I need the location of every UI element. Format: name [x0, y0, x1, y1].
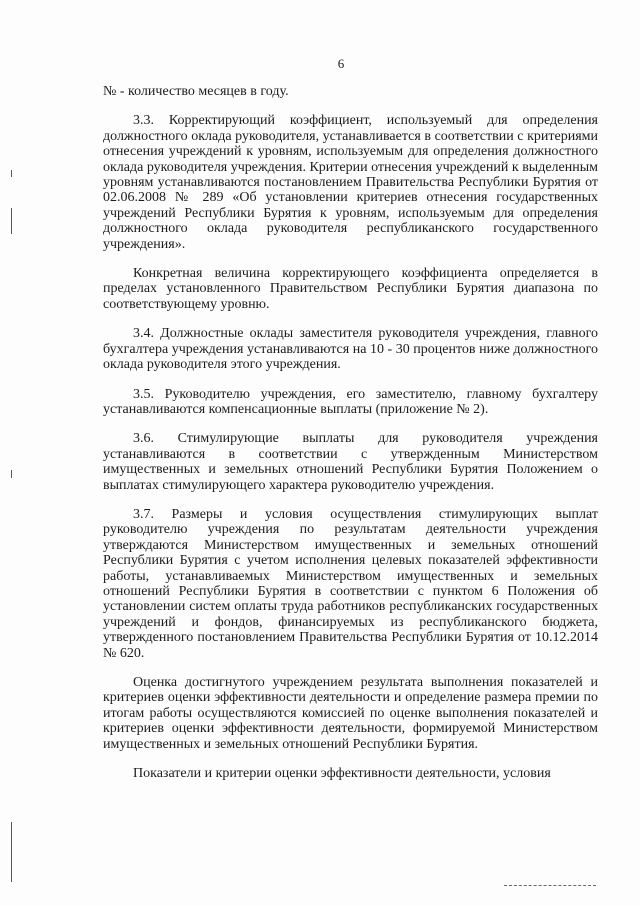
document-body: [103, 84, 598, 793]
scan-edge-mark: [11, 170, 12, 177]
paragraph-3-4: 3.4. Должностные оклады заместителя руководителя учреждения, главного бухгалтера учреждения устанавливаются на 10 - 30 процентов ниже должностного оклада руководителя этого учреждения.: [103, 326, 598, 373]
scan-edge-mark: [11, 822, 12, 882]
scan-edge-mark: [11, 208, 12, 234]
paragraph-coefficient-value: Конкретная величина корректирующего коэффициента определяется в пределах установленного Правительством Республики Бурятия диапазона по соответствующему уровню.: [103, 266, 598, 312]
paragraph-3-7: 3.7. Размеры и условия осуществления стимулирующих выплат руководителю учреждения по результатам деятельности учреждения утверждаются Министерством имущественных и земельных отношений Республики Бурятия с учетом исполнения целевых показателей эффективности работы, устанавливаемых Министерством имущественных и земельных отношений Республики Бурятия в соответствии с пунктом 6 Положения об установлении систем оплаты труда работников республиканских государственных учреждений и фондов, финансируемых из республиканского бюджета, утвержденного постановлением Правительства Республики Бурятия от 10.12.2014 № 620.: [103, 506, 598, 661]
scan-bottom-mark: [504, 885, 596, 887]
paragraph-indicators: Показатели и критерии оценки эффективности деятельности, условия: [133, 766, 551, 782]
paragraph-months-definition: № - количество месяцев в году.: [103, 84, 289, 99]
paragraph-evaluation: Оценка достигнутого учреждением результата выполнения показателей и критериев оценки эффективности деятельности и определение размера премии по итогам работы осуществляются комиссией по оценке выполнения показателей и критериев оценки эффективности деятельности, формируемой Министерством имущественных и земельных отношений Республики Бурятия.: [103, 675, 598, 752]
paragraph-3-5: 3.5. Руководителю учреждения, его заместителю, главному бухгалтеру устанавливаются компенсационные выплаты (приложение № 2).: [103, 386, 598, 417]
scan-edge-mark: [11, 470, 12, 478]
paragraph-3-3: 3.3. Корректирующий коэффициент, используемый для определения должностного оклада руководителя, устанавливается в соответствии с критериями отнесения учреждений к уровням, используемым для определения должностного оклада руководителя учреждения. Критерии отнесения учреждений к выделенным уровням устанавливаются постановлением Правительства Республики Бурятия от 02.06.2008 № 289 «Об установлении критериев отнесения государственных учреждений Республики Бурятия к уровням, используемым для определения должностного оклада руководителя республиканского государственного учреждения».: [103, 113, 598, 252]
page-number: 6: [337, 56, 345, 71]
paragraph-3-6: 3.6. Стимулирующие выплаты для руководителя учреждения устанавливаются в соответствии с утвержденным Министерством имущественных и земельных отношений Республики Бурятия Положением о выплатах стимулирующего характера руководителю учреждения.: [103, 431, 598, 493]
